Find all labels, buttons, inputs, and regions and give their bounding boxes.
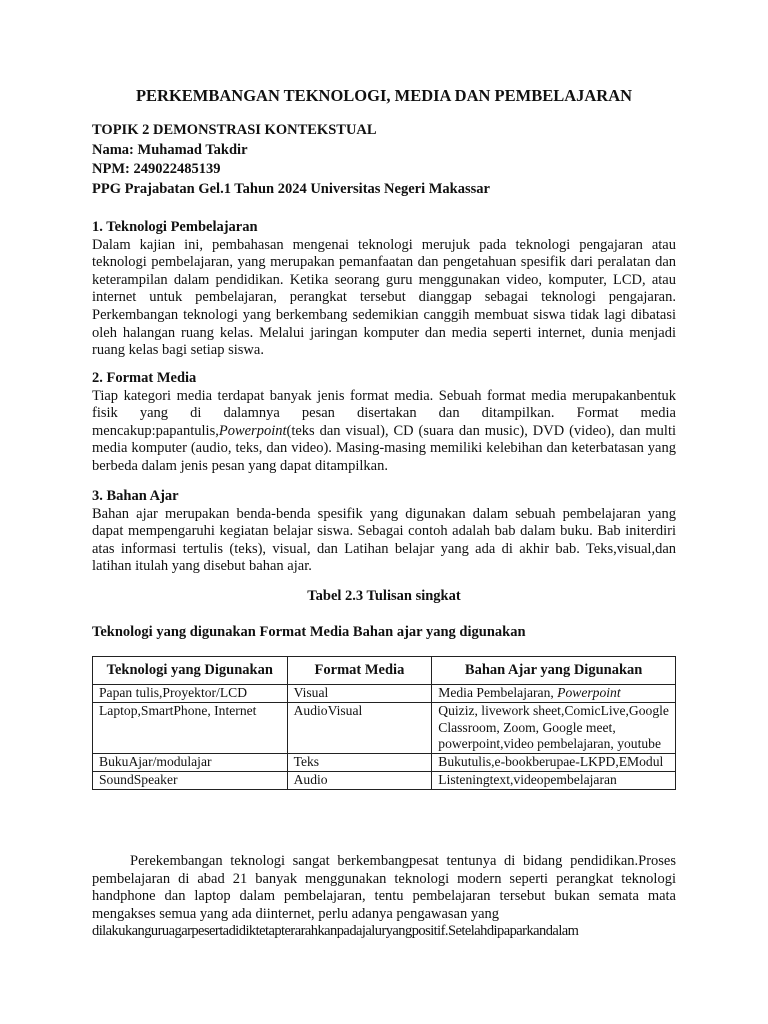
- section-heading: 1. Teknologi Pembelajaran: [92, 219, 258, 235]
- npm-line: NPM: 249022485139: [92, 161, 221, 177]
- section-format-media: [92, 370, 676, 476]
- table-subcaption: Teknologi yang digunakan Format Media Bahan ajar yang digunakan: [92, 624, 526, 640]
- document-title: PERKEMBANGAN TEKNOLOGI, MEDIA DAN PEMBELAJARAN: [135, 86, 633, 105]
- table-row: [93, 754, 676, 772]
- program-line: PPG Prajabatan Gel.1 Tahun 2024 Universitas Negeri Makassar: [92, 180, 490, 197]
- section-heading: 3. Bahan Ajar: [92, 488, 179, 504]
- body-italic-text: Powerpoint: [218, 422, 287, 439]
- cell-text: Media Pembelajaran,: [438, 685, 558, 700]
- cell-bahan: Bukutulis,e-bookberupae-LKPD,EModul: [432, 754, 676, 772]
- section-body: [92, 388, 676, 476]
- section-bahan-ajar: [92, 488, 676, 576]
- media-table: [92, 656, 676, 790]
- closing-paragraph: [92, 853, 676, 941]
- section-heading: 2. Format Media: [92, 370, 197, 386]
- cell-format: Visual: [287, 685, 432, 703]
- cell-bahan: Quiziz, livework sheet,ComicLive,Google Classroom, Zoom, Google meet, powerpoint,video pembelajaran, youtube: [432, 702, 676, 753]
- cell-teknologi: Laptop,SmartPhone, Internet: [93, 702, 288, 753]
- closing-body: Perekembangan teknologi sangat berkembangpesat tentunya di bidang pendidikan.Proses pembelajaran di abad 21 banyak menggunakan teknologi modern seperti perangkat teknologi handphone dan laptop dalam pembelajaran, tentu pembelajaran tersebut bukan semata mata mengakses semua yang ada diinternet, perlu adanya pengawasan yang: [92, 853, 676, 922]
- section-body: Bahan ajar merupakan benda-benda spesifik yang digunakan dalam sebuah pembelajaran yang dapat mempengaruhi kegiatan belajar siswa. Sebagai contoh adalah bab dalam buku. Bab initerdiri atas informasi tertulis (teks), visual, dan Latihan belajar yang ada di akhir bab. Teks,visual,dan latihan itulah yang disebut bahan ajar.: [92, 505, 676, 575]
- cell-teknologi: SoundSpeaker: [93, 771, 288, 789]
- section-teknologi-pembelajaran: [92, 219, 676, 360]
- author-info: [92, 121, 490, 199]
- table-row: [93, 771, 676, 789]
- closing-text: [92, 853, 676, 941]
- cell-format: AudioVisual: [287, 702, 432, 753]
- cell-bahan: Listeningtext,videopembelajaran: [432, 771, 676, 789]
- cell-teknologi: BukuAjar/modulajar: [93, 754, 288, 772]
- header-bahan-ajar: Bahan Ajar yang Digunakan: [432, 657, 676, 685]
- table-row: [93, 702, 676, 753]
- cell-italic-text: Powerpoint: [557, 685, 621, 700]
- cell-format: Audio: [287, 771, 432, 789]
- section-body: Dalam kajian ini, pembahasan mengenai teknologi merujuk pada teknologi pengajaran atau teknologi pembelajaran, yang merupakan pemanfaatan dan pengetahuan spesifik dari peralatan dan keterampilan dalam pendidikan. Ketika seorang guru menggunakan video, komputer, LCD, atau internet untuk pembelajaran, perangkat tersebut dianggap sebagai teknologi pengajaran. Perkembangan teknologi yang berkembang sedemikian canggih membuat siswa tidak lagi dibatasi oleh halangan ruang kelas. Melalui jaringan komputer dan media seperti internet, dunia menjadi ruang kelas bagi setiap siswa.: [92, 236, 676, 359]
- closing-last-line: dilakukanguruagarpesertadidiktetapterarahkanpadajaluryangpositif.Setelahdipaparkandalam: [92, 923, 579, 940]
- table-caption: Tabel 2.3 Tulisan singkat: [307, 588, 461, 604]
- table-row: [93, 685, 676, 703]
- header-teknologi: Teknologi yang Digunakan: [93, 657, 288, 685]
- header-format-media: Format Media: [287, 657, 432, 685]
- cell-teknologi: Papan tulis,Proyektor/LCD: [93, 685, 288, 703]
- body-text: Tiap kategori media terdapat banyak jenis format media. Sebuah format media merupakanbentuk fisik yang di dalamnya pesan disertakan dan ditampilkan. Format media mencakup:papantulis,: [92, 387, 676, 439]
- body-text: (teks dan visual), CD (suara dan music), DVD (video), dan multi media komputer (audio, teks, dan video). Masing-masing memiliki kelebihan dan keterbatasan yang berbeda dalam jenis pesan yang dapat ditampilkan.: [92, 422, 676, 474]
- cell-format: Teks: [287, 754, 432, 772]
- name-line: Nama: Muhamad Takdir: [92, 141, 248, 158]
- cell-bahan: [432, 685, 676, 703]
- table-header-row: [93, 657, 676, 685]
- topic-line: TOPIK 2 DEMONSTRASI KONTEKSTUAL: [92, 122, 377, 138]
